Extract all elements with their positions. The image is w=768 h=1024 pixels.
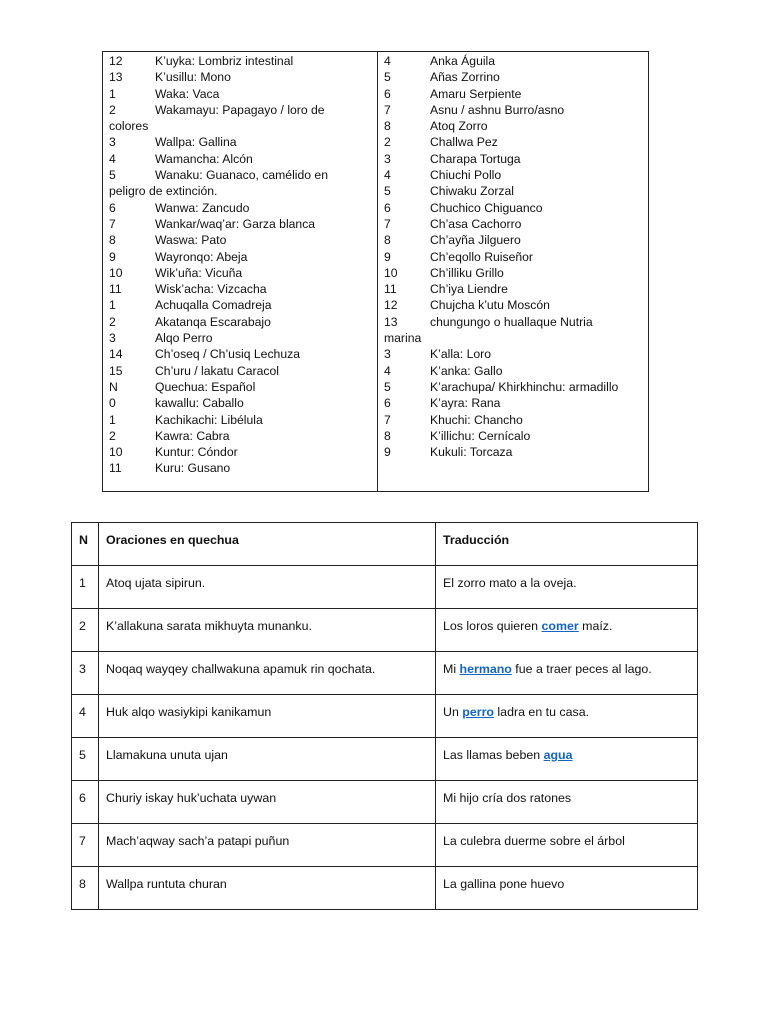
vocabulary-entry: [384, 379, 648, 395]
sentence-translation: [436, 867, 698, 910]
vocabulary-entry: [384, 249, 648, 265]
entry-number: N: [109, 379, 118, 394]
entry-text: K’illichu: Cernícalo: [430, 428, 531, 443]
translation-text: Un: [443, 705, 463, 719]
vocabulary-entry: [384, 216, 648, 232]
entry-number: 9: [109, 249, 116, 264]
translation-link[interactable]: agua: [543, 748, 573, 762]
vocabulary-entry: [384, 346, 648, 362]
vocabulary-entry: [109, 395, 377, 411]
entry-text: kawallu: Caballo: [155, 396, 244, 411]
sentence-quechua: Wallpa runtuta churan: [99, 867, 436, 910]
sentence-quechua: Noqaq wayqey challwakuna apamuk rin qochata.: [99, 652, 436, 695]
vocabulary-entry: [384, 297, 648, 313]
sentence-translation: [436, 652, 698, 695]
sentence-number: 3: [72, 652, 99, 695]
entry-number: 3: [384, 347, 391, 362]
entry-text-continuation: marina: [384, 331, 422, 346]
entry-number: 6: [384, 200, 391, 215]
entry-text: Waka: Vaca: [155, 86, 220, 101]
entry-text: Ch’ayña Jilguero: [430, 233, 521, 248]
entry-number: 2: [109, 102, 116, 117]
header-quechua: Oraciones en quechua: [99, 523, 436, 566]
entry-text: Chujcha k’utu Moscón: [430, 298, 550, 313]
vocabulary-entry: [109, 134, 377, 150]
entry-text: Challwa Pez: [430, 135, 498, 150]
vocabulary-entry: [384, 151, 648, 167]
sentence-translation: [436, 824, 698, 867]
entry-number: 14: [109, 347, 123, 362]
sentence-number: 1: [72, 566, 99, 609]
entry-text: Wanaku: Guanaco, camélido en: [155, 168, 328, 183]
entry-text: Wayronqo: Abeja: [155, 249, 248, 264]
vocabulary-entry: [109, 444, 377, 460]
vocabulary-entry: [109, 346, 377, 362]
entry-text: Wankar/waq’ar: Garza blanca: [155, 216, 316, 231]
vocabulary-entry: [109, 53, 377, 69]
sentence-translation: [436, 738, 698, 781]
entry-text: Atoq Zorro: [430, 119, 488, 134]
entry-text: K’arachupa/ Khirkhinchu: armadillo: [430, 379, 619, 394]
entry-number: 2: [384, 135, 391, 150]
vocabulary-left-column: [103, 52, 378, 491]
translation-text: Los loros quieren: [443, 619, 542, 633]
entry-text: Ch’uru / lakatu Caracol: [155, 363, 279, 378]
vocabulary-entry: [109, 249, 377, 265]
entry-text-continuation: peligro de extinción.: [109, 184, 218, 199]
sentence-translation: [436, 609, 698, 652]
sentence-number: 4: [72, 695, 99, 738]
vocabulary-entry: [109, 86, 377, 102]
sentence-number: 2: [72, 609, 99, 652]
vocabulary-entry: [109, 314, 377, 330]
entry-number: 3: [109, 135, 116, 150]
vocabulary-entry: [384, 428, 648, 444]
entry-text: Añas Zorrino: [430, 70, 500, 85]
vocabulary-entry: [109, 69, 377, 85]
entry-text: K’anka: Gallo: [430, 363, 503, 378]
vocabulary-entry: [384, 102, 648, 118]
vocabulary-entry: [384, 69, 648, 85]
vocabulary-entry: [109, 363, 377, 379]
sentences-table: [71, 522, 698, 910]
translation-text: El zorro mato a la oveja.: [443, 576, 577, 590]
entry-number: 1: [109, 412, 116, 427]
sentence-quechua: K’allakuna sarata mikhuyta munanku.: [99, 609, 436, 652]
vocabulary-entry: [109, 200, 377, 216]
entry-text-continuation: colores: [109, 119, 149, 134]
entry-text: Ch’illiku Grillo: [430, 265, 504, 280]
entry-number: 4: [109, 151, 116, 166]
translation-link[interactable]: hermano: [459, 662, 512, 676]
vocabulary-entry: [384, 232, 648, 248]
entry-number: 11: [109, 282, 122, 297]
entry-text: Waswa: Pato: [155, 233, 227, 248]
vocabulary-entry: [109, 167, 377, 200]
entry-number: 4: [384, 168, 391, 183]
sentence-row: [72, 738, 698, 781]
vocabulary-entry: [384, 53, 648, 69]
entry-number: 2: [109, 428, 116, 443]
entry-text: Asnu / ashnu Burro/asno: [430, 102, 565, 117]
entry-number: 13: [109, 70, 123, 85]
sentence-row: [72, 652, 698, 695]
sentence-quechua: Churiy iskay huk’uchata uywan: [99, 781, 436, 824]
sentences-header-row: [72, 523, 698, 566]
entry-text: K’uyka: Lombriz intestinal: [155, 54, 294, 68]
vocabulary-entry: [384, 134, 648, 150]
entry-number: 0: [109, 396, 116, 411]
vocabulary-entry: [109, 281, 377, 297]
entry-text: Kuntur: Cóndor: [155, 445, 238, 460]
vocabulary-entry: [384, 412, 648, 428]
entry-number: 12: [109, 54, 123, 68]
sentence-translation: [436, 566, 698, 609]
sentence-quechua: Mach’aqway sach’a patapi puñun: [99, 824, 436, 867]
entry-text: Alqo Perro: [155, 331, 213, 346]
sentence-number: 6: [72, 781, 99, 824]
entry-text: Wisk’acha: Vizcacha: [155, 282, 267, 297]
vocabulary-entry: [384, 118, 648, 134]
vocabulary-entry: [109, 330, 377, 346]
translation-text: La culebra duerme sobre el árbol: [443, 834, 625, 848]
entry-text: Wamancha: Alcón: [155, 151, 253, 166]
vocabulary-entry: [384, 167, 648, 183]
entry-number: 3: [384, 151, 391, 166]
entry-text: Charapa Tortuga: [430, 151, 521, 166]
entry-number: 10: [384, 265, 398, 280]
entry-number: 13: [384, 314, 398, 329]
translation-text: Mi: [443, 662, 460, 676]
sentence-row: [72, 695, 698, 738]
entry-number: 7: [384, 102, 391, 117]
sentence-row: [72, 609, 698, 652]
entry-number: 4: [384, 54, 391, 68]
vocabulary-entry: [109, 265, 377, 281]
entry-number: 10: [109, 445, 123, 460]
entry-number: 7: [109, 216, 116, 231]
vocabulary-entry: [109, 379, 377, 395]
entry-number: 9: [384, 445, 391, 460]
entry-number: 11: [384, 282, 397, 297]
vocabulary-table: [102, 51, 649, 492]
sentence-row: [72, 824, 698, 867]
entry-text: K’ayra: Rana: [430, 396, 501, 411]
sentence-quechua: Huk alqo wasiykipi kanikamun: [99, 695, 436, 738]
entry-number: 12: [384, 298, 398, 313]
sentence-number: 7: [72, 824, 99, 867]
translation-text: La gallina pone huevo: [443, 877, 565, 891]
entry-text: Chuchico Chiguanco: [430, 200, 543, 215]
entry-text: Kuru: Gusano: [155, 461, 231, 476]
entry-number: 8: [384, 233, 391, 248]
entry-text: Achuqalla Comadreja: [155, 298, 272, 313]
sentence-number: 5: [72, 738, 99, 781]
vocabulary-entry: [109, 102, 377, 135]
translation-text: Mi hijo cría dos ratones: [443, 791, 572, 805]
entry-number: 1: [109, 86, 116, 101]
entry-text: Chiwaku Zorzal: [430, 184, 514, 199]
header-translation: Traducción: [436, 523, 698, 566]
entry-text: Chiuchi Pollo: [430, 168, 502, 183]
entry-text: Quechua: Español: [155, 379, 256, 394]
entry-number: 2: [109, 314, 116, 329]
entry-number: 8: [109, 233, 116, 248]
entry-number: 5: [109, 168, 116, 183]
vocabulary-entry: [109, 460, 377, 476]
vocabulary-entry: [109, 428, 377, 444]
entry-text: Anka Águila: [430, 54, 496, 68]
vocabulary-entry: [384, 183, 648, 199]
header-n: N: [72, 523, 99, 566]
sentence-number: 8: [72, 867, 99, 910]
entry-text: Ch’oseq / Ch’usiq Lechuza: [155, 347, 300, 362]
sentence-row: [72, 867, 698, 910]
entry-text: Ch’eqollo Ruiseñor: [430, 249, 533, 264]
entry-number: 5: [384, 379, 391, 394]
entry-text: K’usillu: Mono: [155, 70, 231, 85]
translation-link[interactable]: perro: [462, 705, 494, 719]
entry-text: Khuchi: Chancho: [430, 412, 523, 427]
entry-text: Ch’asa Cachorro: [430, 216, 522, 231]
entry-text: Amaru Serpiente: [430, 86, 522, 101]
entry-number: 7: [384, 216, 391, 231]
sentence-translation: [436, 781, 698, 824]
translation-link[interactable]: comer: [541, 619, 579, 633]
sentence-quechua: Atoq ujata sipirun.: [99, 566, 436, 609]
entry-text: Kukuli: Torcaza: [430, 445, 513, 460]
entry-text: Akatanqa Escarabajo: [155, 314, 271, 329]
vocabulary-entry: [109, 151, 377, 167]
vocabulary-entry: [384, 395, 648, 411]
translation-text: Las llamas beben: [443, 748, 544, 762]
entry-number: 6: [109, 200, 116, 215]
sentence-row: [72, 781, 698, 824]
entry-number: 6: [384, 396, 391, 411]
vocabulary-entry: [384, 200, 648, 216]
translation-text-end: ladra en tu casa.: [493, 705, 590, 719]
vocabulary-entry: [384, 363, 648, 379]
sentence-quechua: Llamakuna unuta ujan: [99, 738, 436, 781]
vocabulary-right-column: [378, 52, 648, 491]
entry-number: 5: [384, 184, 391, 199]
vocabulary-entry: [384, 86, 648, 102]
entry-number: 5: [384, 70, 391, 85]
vocabulary-entry: [109, 297, 377, 313]
entry-number: 3: [109, 331, 116, 346]
entry-text: Wik’uña: Vicuña: [155, 265, 243, 280]
entry-text: Kawra: Cabra: [155, 428, 230, 443]
entry-text: K’alla: Loro: [430, 347, 491, 362]
entry-text: chungungo o huallaque Nutria: [430, 314, 593, 329]
vocabulary-entry: [384, 314, 648, 347]
entry-text: Ch’iya Liendre: [430, 282, 508, 297]
entry-number: 7: [384, 412, 391, 427]
entry-number: 11: [109, 461, 122, 476]
sentence-translation: [436, 695, 698, 738]
entry-text: Kachikachi: Libélula: [155, 412, 263, 427]
vocabulary-entry: [109, 412, 377, 428]
entry-number: 10: [109, 265, 123, 280]
entry-text: Wakamayu: Papagayo / loro de: [155, 102, 325, 117]
entry-number: 1: [109, 298, 116, 313]
entry-text: Wallpa: Gallina: [155, 135, 237, 150]
entry-text: Wanwa: Zancudo: [155, 200, 250, 215]
translation-text-end: maíz.: [578, 619, 613, 633]
entry-number: 4: [384, 363, 391, 378]
entry-number: 8: [384, 428, 391, 443]
translation-text-end: fue a traer peces al lago.: [511, 662, 652, 676]
vocabulary-entry: [384, 281, 648, 297]
vocabulary-entry: [109, 216, 377, 232]
vocabulary-entry: [384, 444, 648, 460]
vocabulary-entry: [384, 265, 648, 281]
entry-number: 9: [384, 249, 391, 264]
entry-number: 6: [384, 86, 391, 101]
sentence-row: [72, 566, 698, 609]
entry-number: 8: [384, 119, 391, 134]
vocabulary-entry: [109, 232, 377, 248]
entry-number: 15: [109, 363, 123, 378]
